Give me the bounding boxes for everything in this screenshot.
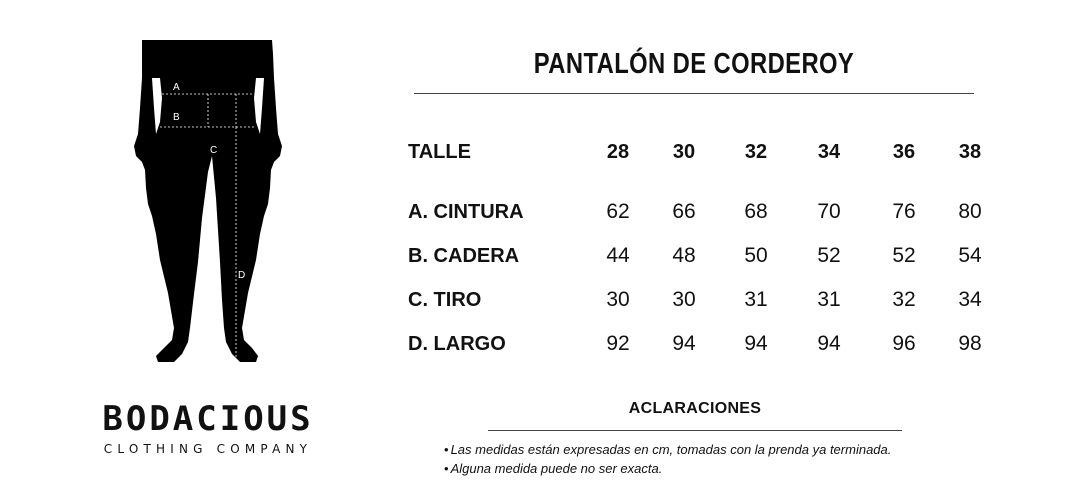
row-label: B. CADERA xyxy=(408,244,520,267)
table-cell: 30 xyxy=(672,288,696,311)
size-header-row xyxy=(400,128,998,176)
table-cell: 54 xyxy=(958,244,982,267)
size-table xyxy=(400,128,998,366)
brand-logo xyxy=(96,400,320,456)
table-cell: 68 xyxy=(744,200,768,223)
table-cell: 92 xyxy=(606,332,630,355)
table-cell: 62 xyxy=(606,200,630,223)
body-measurement-figure xyxy=(128,38,288,378)
table-cell: 30 xyxy=(606,288,630,311)
measure-label-b: B xyxy=(173,112,180,123)
table-row xyxy=(400,234,998,278)
note-item: • Las medidas están expresadas en cm, tomadas con la prenda ya terminada. xyxy=(444,440,891,459)
table-cell: 48 xyxy=(672,244,696,267)
size-header: 30 xyxy=(672,140,696,163)
table-cell: 94 xyxy=(744,332,768,355)
notes-title: ACLARACIONES xyxy=(628,400,762,417)
row-label: A. CINTURA xyxy=(408,200,524,223)
table-cell: 94 xyxy=(672,332,696,355)
measure-label-d: D xyxy=(238,270,246,281)
table-cell: 31 xyxy=(744,288,768,311)
title-divider xyxy=(414,93,974,94)
row-label: D. LARGO xyxy=(408,332,506,355)
table-cell: 31 xyxy=(817,288,841,311)
table-cell: 50 xyxy=(744,244,768,267)
size-header: 32 xyxy=(744,140,768,163)
size-header: 36 xyxy=(892,140,916,163)
note-item: • Alguna medida puede no ser exacta. xyxy=(444,459,891,478)
size-header: 38 xyxy=(958,140,982,163)
size-header-label: TALLE xyxy=(408,140,471,163)
page-title: PANTALÓN DE CORDEROY xyxy=(533,48,855,80)
table-cell: 96 xyxy=(892,332,916,355)
table-cell: 66 xyxy=(672,200,696,223)
size-header: 28 xyxy=(606,140,630,163)
table-row xyxy=(400,278,998,322)
notes-divider xyxy=(488,430,902,431)
measure-label-c: C xyxy=(210,145,218,156)
table-cell: 32 xyxy=(892,288,916,311)
table-spacer xyxy=(400,176,998,190)
table-cell: 94 xyxy=(817,332,841,355)
table-cell: 52 xyxy=(817,244,841,267)
size-header: 34 xyxy=(817,140,841,163)
table-cell: 76 xyxy=(892,200,916,223)
table-cell: 34 xyxy=(958,288,982,311)
row-label: C. TIRO xyxy=(408,288,482,311)
table-cell: 44 xyxy=(606,244,630,267)
table-row xyxy=(400,190,998,234)
brand-subtitle: CLOTHING COMPANY xyxy=(103,442,313,456)
table-cell: 52 xyxy=(892,244,916,267)
measure-label-a: A xyxy=(173,82,180,93)
notes-list xyxy=(444,440,891,478)
table-cell: 98 xyxy=(958,332,982,355)
table-cell: 80 xyxy=(958,200,982,223)
brand-name: BODACIOUS xyxy=(102,399,314,439)
table-row xyxy=(400,322,998,366)
table-cell: 70 xyxy=(817,200,841,223)
